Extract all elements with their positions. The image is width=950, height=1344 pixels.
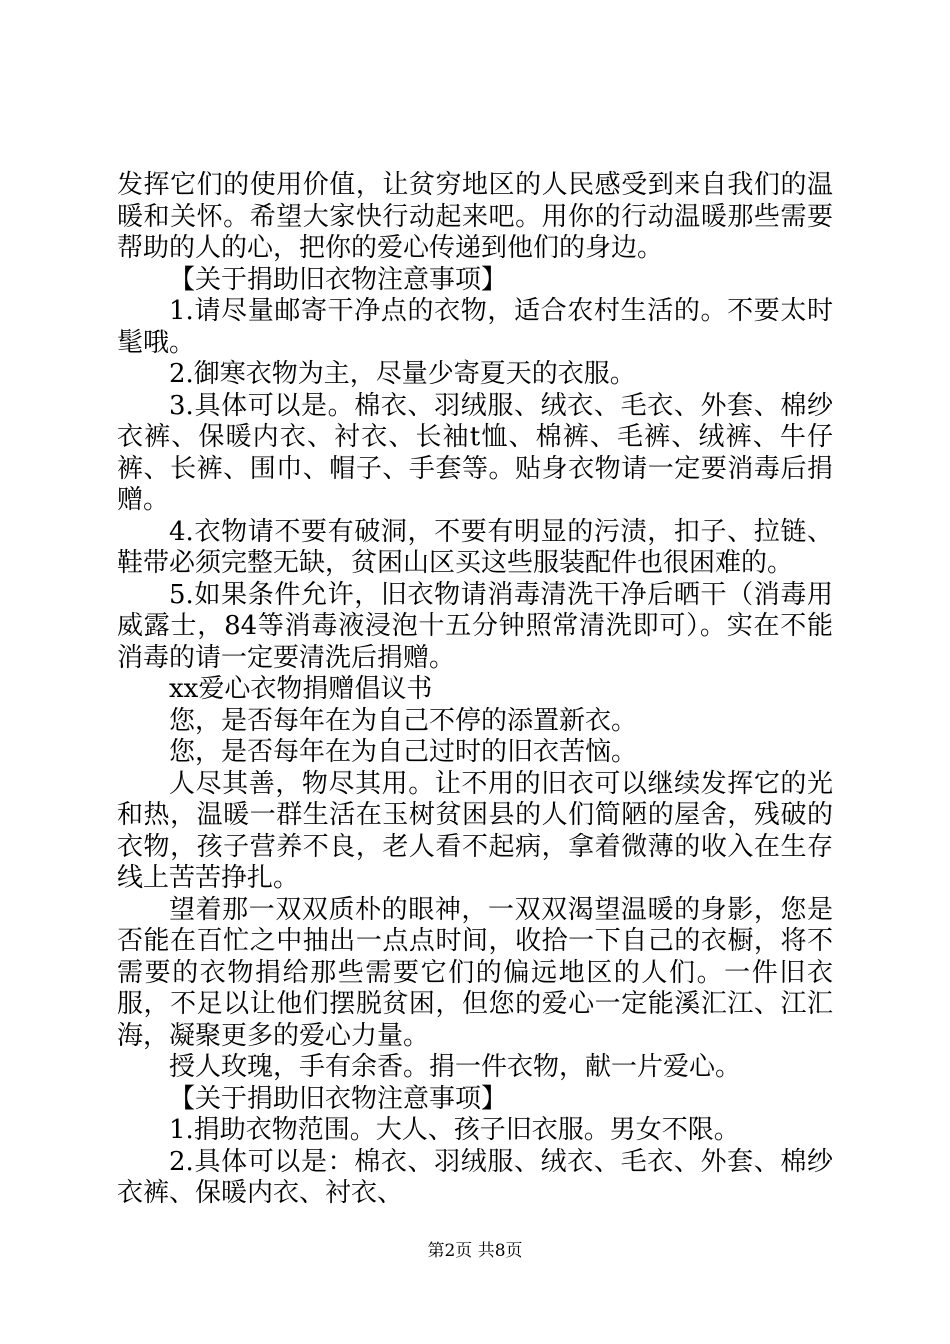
list-item: 1.请尽量邮寄干净点的衣物，适合农村生活的。不要太时髦哦。 — [117, 296, 833, 358]
list-item: 1.捐助衣物范围。大人、孩子旧衣服。男女不限。 — [169, 1115, 740, 1145]
body-paragraph: 人尽其善，物尽其用。让不用的旧衣可以继续发挥它的光和热，温暖一群生活在玉树贫困县的人们简陋的屋舍，残破的衣物，孩子营养不良，老人看不起病，拿着微薄的收入在生存线上苦苦挣扎。 — [117, 768, 833, 893]
body-paragraph: 望着那一双双质朴的眼神，一双双渴望温暖的身影，您是否能在百忙之中抽出一点点时间，收拾一下自己的衣橱，将不需要的衣物捐给那些需要它们的偏远地区的人们。一件旧衣服，不足以让他们摆脱贫困，但您的爱心一定能溪汇江、江汇海，凝聚更多的爱心力量。 — [117, 894, 833, 1051]
document-body — [117, 170, 833, 1210]
section-heading: 【关于捐助旧衣物注意事项】 — [169, 264, 508, 295]
body-paragraph: 发挥它们的使用价值，让贫穷地区的人民感受到来自我们的温暖和关怀。希望大家快行动起来吧。用你的行动温暖那些需要帮助的人的心，把你的爱心传递到他们的身边。 — [117, 170, 833, 263]
list-item: 2.具体可以是：棉衣、羽绒服、绒衣、毛衣、外套、棉纱衣裤、保暖内衣、衬衣、 — [117, 1146, 833, 1208]
list-item: 3.具体可以是。棉衣、羽绒服、绒衣、毛衣、外套、棉纱衣裤、保暖内衣、衬衣、长袖t恤、棉裤、毛裤、绒裤、牛仔裤、长裤、围巾、帽子、手套等。贴身衣物请一定要消毒后捐赠。 — [117, 390, 833, 515]
list-item: 2.御寒衣物为主，尽量少寄夏天的衣服。 — [169, 359, 636, 389]
body-paragraph: 您，是否每年在为自己过时的旧衣苦恼。 — [169, 737, 638, 767]
list-item: 4.衣物请不要有破洞，不要有明显的污渍，扣子、拉链、鞋带必须完整无缺，贫困山区买这些服装配件也很困难的。 — [117, 516, 833, 578]
section-heading: 【关于捐助旧衣物注意事项】 — [169, 1083, 508, 1114]
document-subtitle: xx爱心衣物捐赠倡议书 — [169, 674, 433, 704]
list-item: 5.如果条件允许，旧衣物请消毒清洗干净后晒干（消毒用威露士，84等消毒液浸泡十五分钟照常清洗即可）。实在不能消毒的请一定要清洗后捐赠。 — [117, 579, 833, 673]
body-paragraph: 授人玫瑰，手有余香。捐一件衣物，献一片爱心。 — [169, 1052, 742, 1082]
page-number: 第2页 共8页 — [427, 1241, 523, 1261]
body-paragraph: 您，是否每年在为自己不停的添置新衣。 — [169, 705, 638, 736]
page-footer — [0, 1240, 950, 1262]
